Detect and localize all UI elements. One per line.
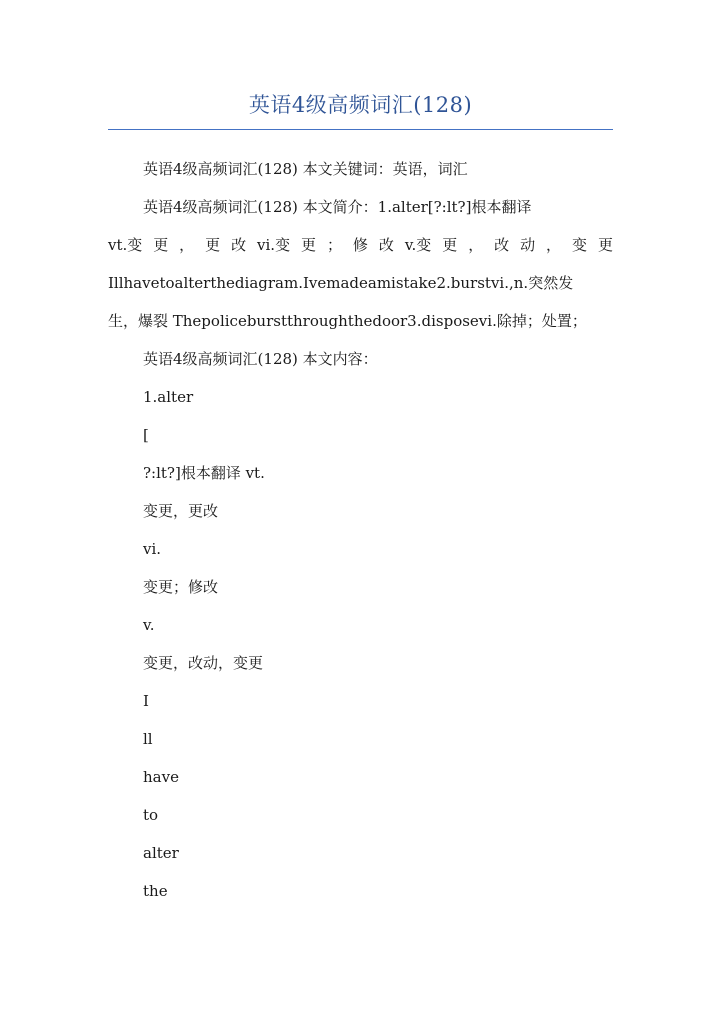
intro-line-4: 生，爆裂 Thepoliceburstthroughthedoor3.disposevi.除掉；处置； — [108, 312, 587, 330]
document-body — [108, 150, 613, 910]
intro-line-1: 英语4级高频词汇(128) 本文简介：1.alter[?:lt?]根本翻译 — [143, 198, 532, 216]
intro-line-2 — [108, 226, 613, 264]
content-line: v. — [143, 616, 155, 634]
content-line: I — [143, 692, 149, 710]
intro-line-3: Illhavetoalterthediagram.Ivemadeamistake2.burstvi.,n.突然发 — [108, 274, 574, 292]
intro-line-2-token: 更 — [301, 236, 317, 254]
content-line: the — [143, 882, 168, 900]
content-line: ?:lt?]根本翻译 vt. — [143, 464, 265, 482]
content-line: ll — [143, 730, 153, 748]
intro-line-2-token: ， — [179, 236, 195, 254]
intro-line-2-token: vt.变 — [108, 236, 143, 254]
intro-line-2-token: 更 — [597, 236, 613, 254]
content-line: 变更，改动，变更 — [143, 654, 264, 672]
content-line: have — [143, 768, 179, 786]
content-heading: 英语4级高频词汇(128) 本文内容： — [143, 350, 378, 368]
intro-line-2-token: 更 — [442, 236, 458, 254]
intro-line-2-token: 变 — [572, 236, 588, 254]
intro-line-2-token: v.变 — [404, 236, 432, 254]
intro-line-2-token: ， — [468, 236, 484, 254]
content-line: 1.alter — [143, 388, 194, 406]
intro-line-2-token: vi.变 — [257, 236, 291, 254]
content-line: [ — [143, 426, 149, 444]
content-line: 变更，更改 — [143, 502, 219, 520]
intro-line-2-token: 动 — [520, 236, 536, 254]
intro-line-2-token: 修 — [352, 236, 368, 254]
title-underline — [108, 129, 613, 130]
content-line: vi. — [143, 540, 162, 558]
content-line: alter — [143, 844, 179, 862]
intro-line-2-token: ； — [326, 236, 342, 254]
intro-line-2-token: 改 — [231, 236, 247, 254]
intro-line-2-token: ， — [546, 236, 562, 254]
intro-line-2-token: 改 — [378, 236, 394, 254]
content-line: 变更；修改 — [143, 578, 219, 596]
intro-line-2-token: 更 — [205, 236, 221, 254]
document-title: 英语4级高频词汇(128) — [248, 93, 473, 117]
keywords-paragraph: 英语4级高频词汇(128) 本文关键词：英语，词汇 — [143, 160, 468, 178]
intro-line-2-token: 更 — [153, 236, 169, 254]
content-lines — [108, 378, 613, 910]
content-line: to — [143, 806, 159, 824]
intro-line-2-token: 改 — [494, 236, 510, 254]
